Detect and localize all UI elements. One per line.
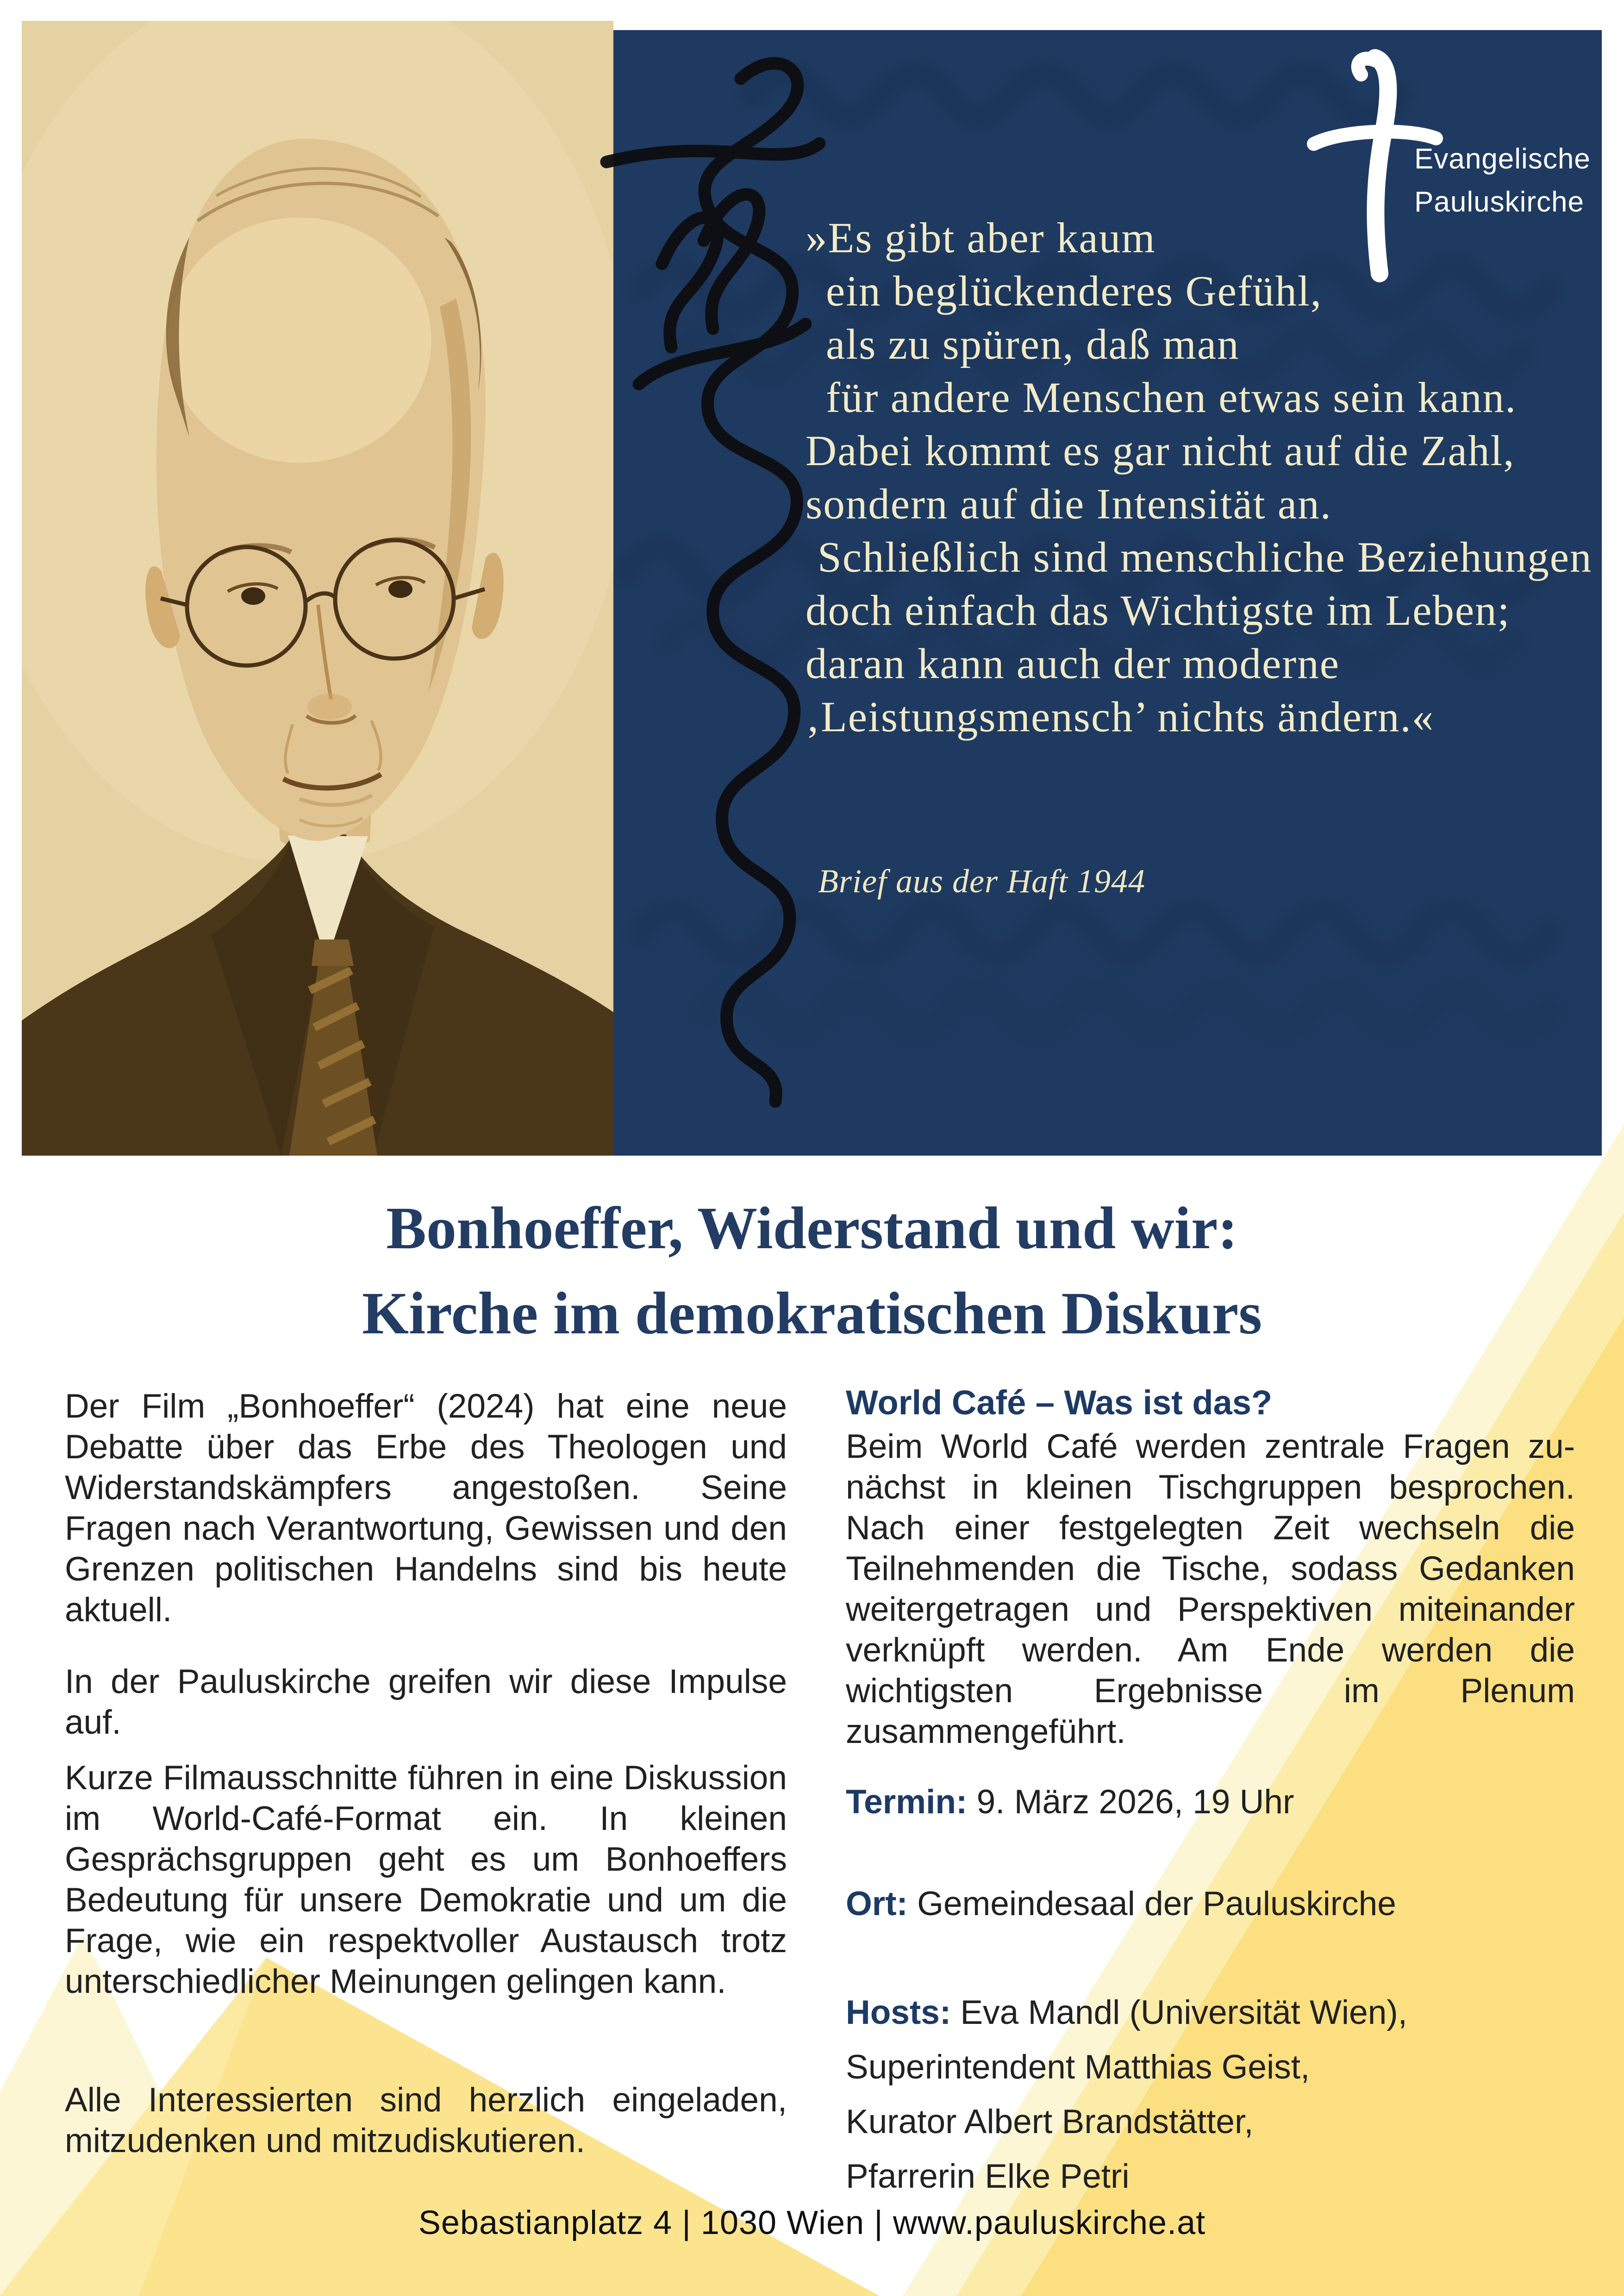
format-paragraph: Kurze Filmausschnitte führen in eine Diskussion im World-Café-Format ein. In kleinen Gesprächsgruppen geht es um Bonhoeffers Bedeutung für unsere Demokratie und um die Frage, wie ein respektvoller Austausch trotz unterschiedlicher Meinungen gelingen kann. bbox=[65, 1759, 787, 2000]
hero-blue-panel bbox=[613, 30, 1602, 1156]
hosts-line bbox=[846, 1985, 1575, 2040]
quote-source: Brief aus der Haft 1944 bbox=[818, 863, 1145, 900]
portrait-illustration bbox=[22, 21, 613, 1156]
impulse-paragraph: In der Pauluskirche greifen wir diese Impulse auf. bbox=[65, 1663, 787, 1741]
logo-wordmark bbox=[1414, 137, 1591, 224]
footer-address: Sebastianplatz 4 | 1030 Wien | www.pauluskirche.at bbox=[418, 2204, 1206, 2241]
termin-line bbox=[846, 1782, 1575, 1823]
event-title-line-1: Bonhoeffer, Widerstand und wir: bbox=[386, 1195, 1238, 1262]
hosts-line: Pfarrerin Elke Petri bbox=[846, 2158, 1130, 2195]
hosts-block bbox=[846, 1985, 1575, 2204]
quote-line: für andere Menschen etwas sein kann. bbox=[826, 374, 1517, 422]
termin-label: Termin: bbox=[846, 1783, 968, 1821]
bonhoeffer-quote bbox=[806, 212, 1593, 744]
event-title bbox=[0, 1186, 1624, 1356]
ort-value: Gemeindesaal der Pauluskirche bbox=[907, 1885, 1396, 1923]
logo-line-2: Pauluskirche bbox=[1414, 186, 1584, 218]
event-title-line-2: Kirche im demokratischen Diskurs bbox=[362, 1280, 1262, 1347]
quote-line: Dabei kommt es gar nicht auf die Zahl, bbox=[806, 427, 1515, 475]
ort-line bbox=[846, 1884, 1575, 1924]
quote-line: daran kann auch der moderne bbox=[806, 640, 1340, 688]
quote-line: Schließlich sind menschliche Beziehungen bbox=[818, 534, 1593, 581]
quote-line: »Es gibt aber kaum bbox=[806, 214, 1156, 262]
hosts-line: Superintendent Matthias Geist, bbox=[846, 2048, 1310, 2086]
ort-label: Ort: bbox=[846, 1885, 908, 1923]
logo-line-1: Evangelische bbox=[1414, 143, 1591, 175]
intro-paragraph: Der Film „Bonhoeffer“ (2024) hat eine neue Debatte über das Erbe des Theologen und Widerstandskämpfers angestoßen. Seine Fragen nach Verantwortung, Gewissen und den Grenzen politischen Handelns sind bis heute aktuell. bbox=[65, 1388, 787, 1629]
hosts-line: Kurator Albert Brandstätter, bbox=[846, 2103, 1254, 2140]
invitation-paragraph: Alle Interessierten sind herzlich eingeladen, mitzudenken und mitzudiskutieren. bbox=[65, 2081, 787, 2159]
world-cafe-paragraph: Beim World Café werden zentrale Fragen zunächst in kleinen Tischgruppen besprochen. Nach einer festgelegten Zeit wechseln die Teilnehmenden die Tische, sodass Gedanken weitergetragen und Perspektiven miteinander verknüpft werden. Am Ende werden die wichtigsten Ergebnisse im Plenum zusammengeführt. bbox=[846, 1428, 1575, 1750]
quote-line: als zu spüren, daß man bbox=[826, 321, 1240, 368]
bonhoeffer-portrait-photo bbox=[22, 21, 613, 1156]
termin-value: 9. März 2026, 19 Uhr bbox=[967, 1783, 1294, 1821]
world-cafe-heading: World Café – Was ist das? bbox=[846, 1383, 1273, 1422]
hosts-first: Eva Mandl (Universität Wien), bbox=[951, 1994, 1407, 2031]
hosts-label: Hosts: bbox=[846, 1994, 951, 2031]
quote-line: ein beglückenderes Gefühl, bbox=[826, 268, 1323, 315]
quote-line: sondern auf die Intensität an. bbox=[806, 480, 1332, 528]
quote-line: ‚Leistungsmensch’ nichts ändern.« bbox=[806, 693, 1435, 741]
quote-line: doch einfach das Wichtigste im Leben; bbox=[806, 587, 1511, 635]
